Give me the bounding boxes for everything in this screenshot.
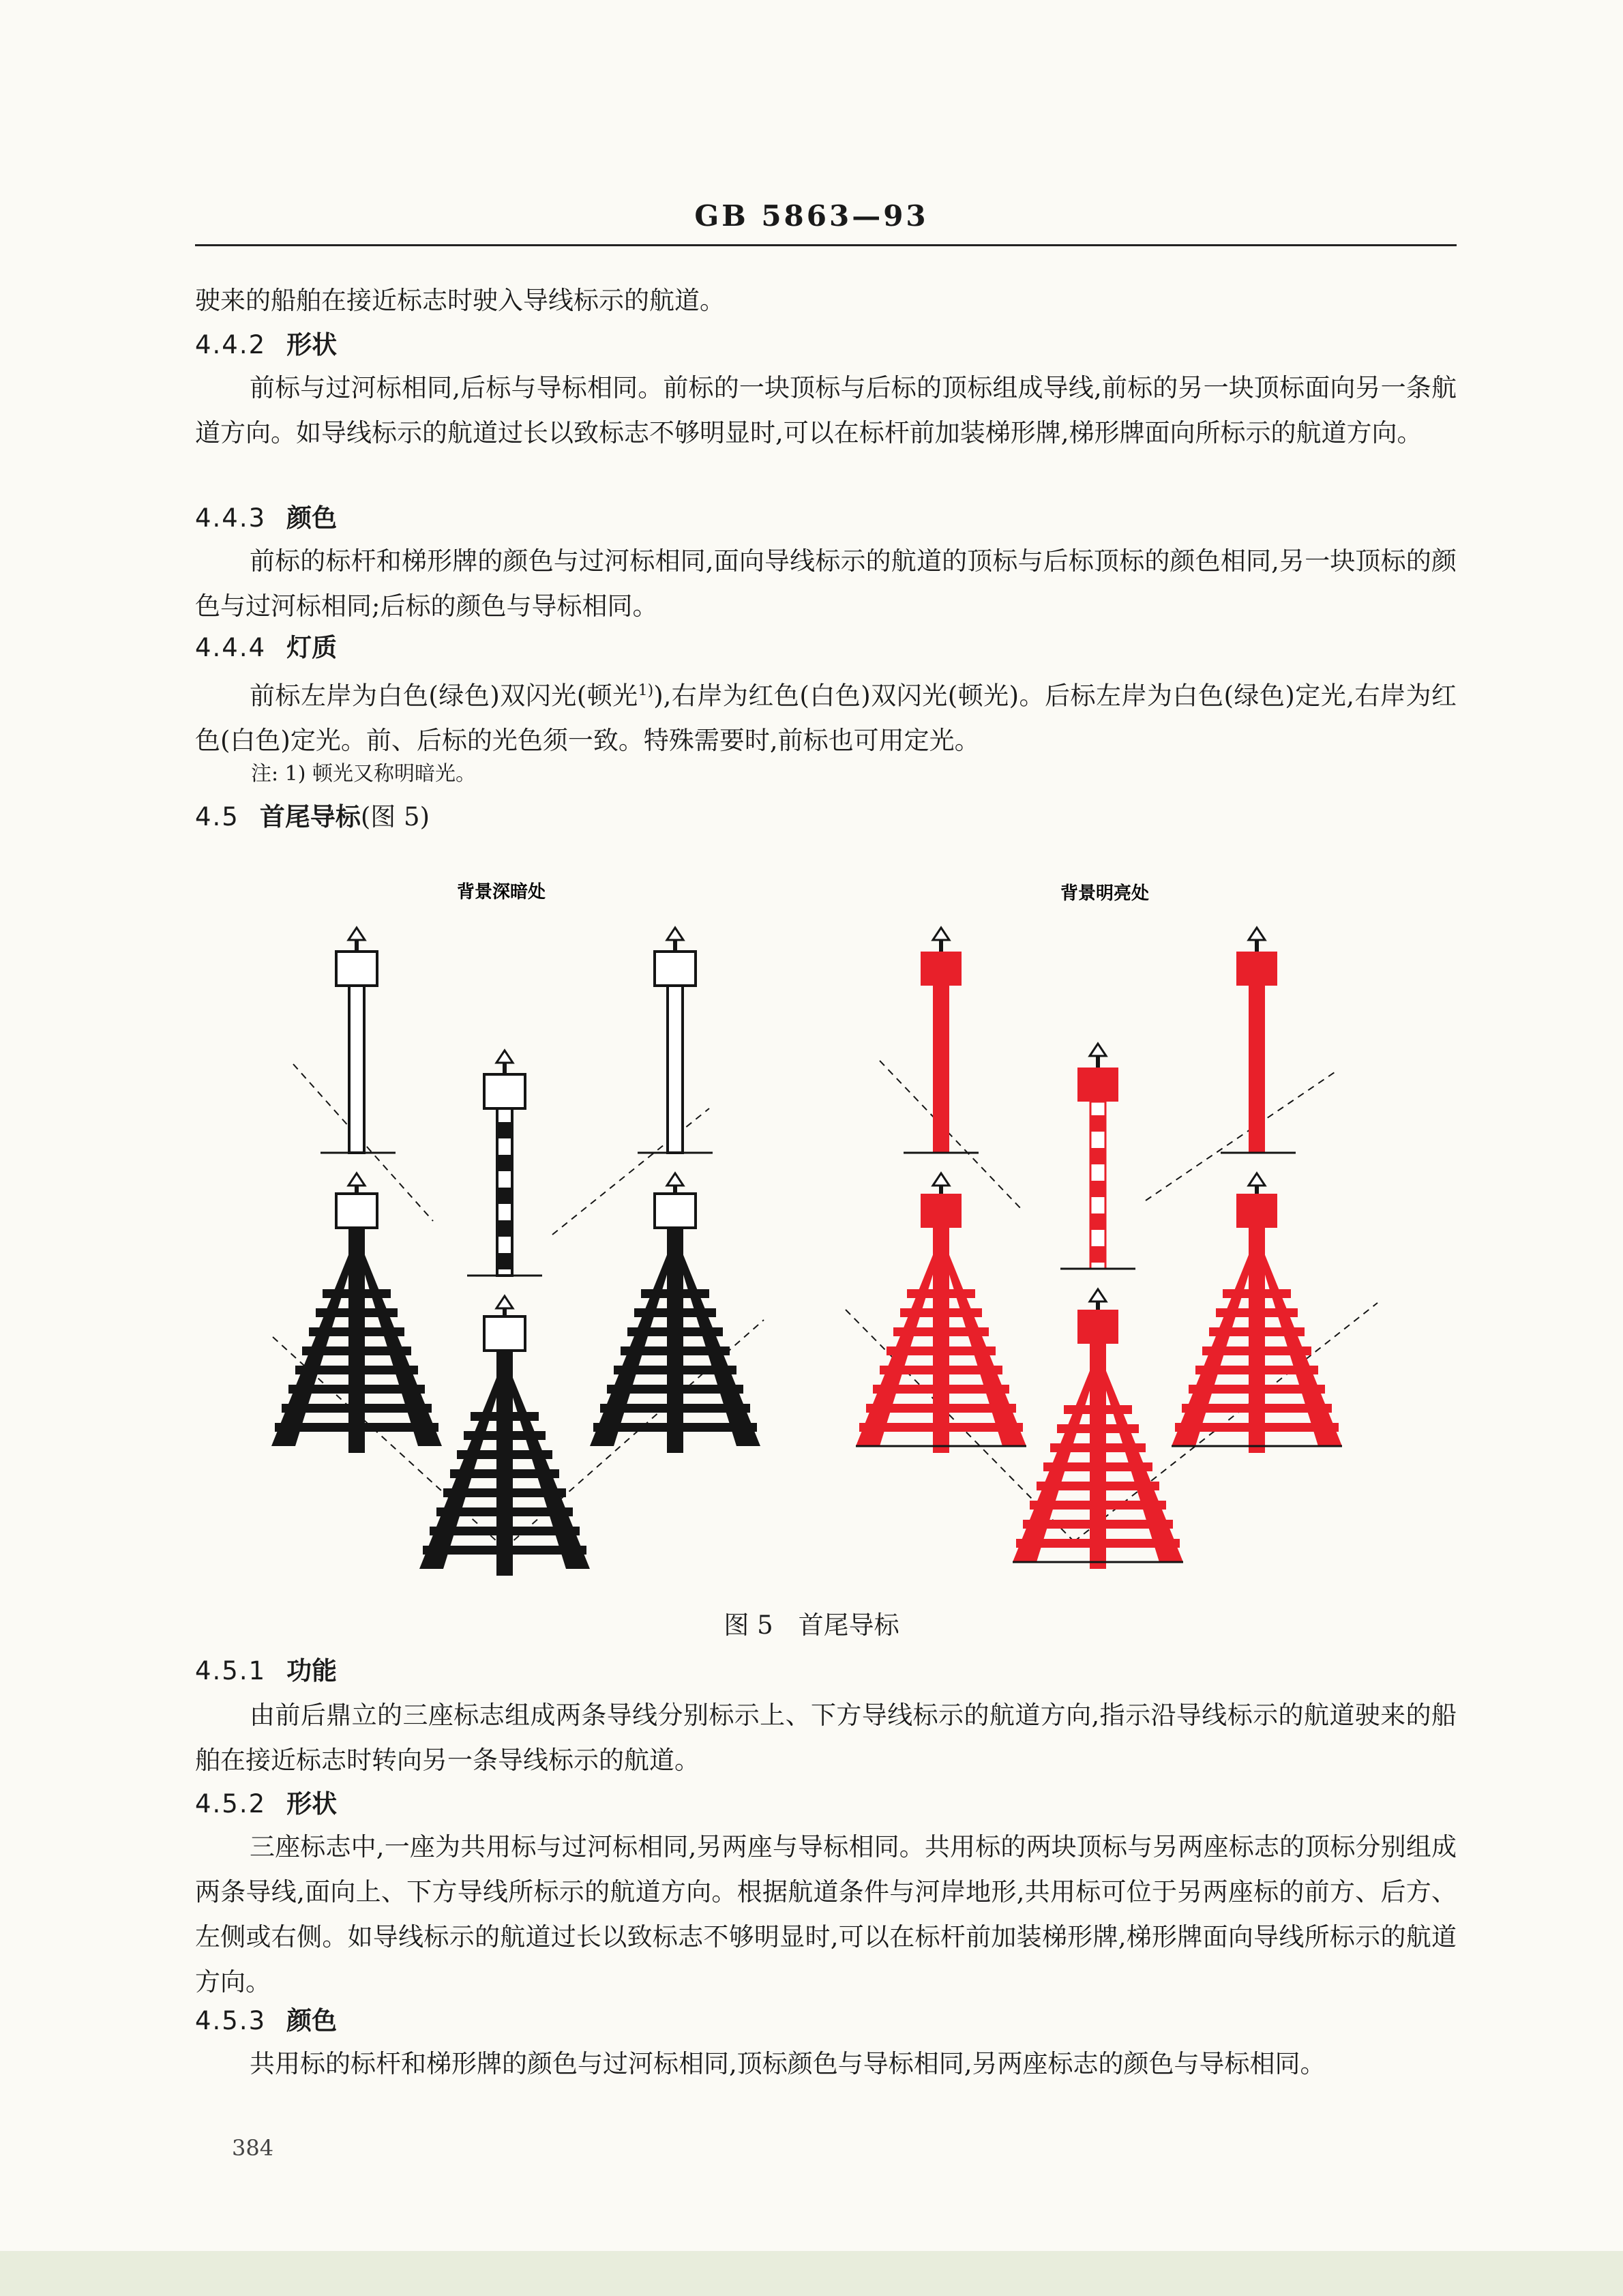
section-number: 4.5 xyxy=(195,802,239,831)
footnote: 注: 1) 顿光又称明暗光。 xyxy=(251,762,476,786)
mark-bright-rear-right xyxy=(1221,928,1296,1153)
section-heading-4-5-3 xyxy=(195,2001,337,2042)
mark-dark-rear-left xyxy=(321,928,396,1153)
label-dark-background: 背景深暗处 xyxy=(457,882,546,902)
scan-edge xyxy=(0,2251,1623,2296)
mark-bright-front-right xyxy=(1172,1173,1342,1453)
section-heading-4-4-2 xyxy=(195,325,337,366)
section-heading-4-4-3 xyxy=(195,498,337,539)
paragraph-4-5-1: 由前后鼎立的三座标志组成两条导线分别标示上、下方导线标示的航道方向,指示沿导线标示的航道驶来的船舶在接近标志时转向另一条导线标示的航道。 xyxy=(195,1701,1457,1775)
section-title: 灯质 xyxy=(286,633,338,662)
figure-reference: (图 5) xyxy=(360,802,430,831)
page-header: GB 5863—93 xyxy=(694,199,929,233)
section-number: 4.4.3 xyxy=(195,503,267,533)
footnote-ref: 1) xyxy=(638,682,654,699)
figure-5-leading-marks xyxy=(232,866,1418,1610)
mark-dark-front-left xyxy=(271,1173,442,1453)
text-run: ),右岸为红色(白色)双闪光(顿光)。后标左岸为白色(绿色)定光,右岸为红色(白色)定光。前、后标的光色须一致。特殊需要时,前标也可用定光。 xyxy=(195,681,1457,756)
section-title: 功能 xyxy=(286,1656,338,1686)
section-number: 4.4.2 xyxy=(195,330,267,359)
paragraph-4-4-4 xyxy=(195,668,1457,763)
section-title: 颜色 xyxy=(286,503,338,533)
mark-bright-front-center xyxy=(1013,1289,1183,1569)
paragraph: 驶来的船舶在接近标志时驶入导线标示的航道。 xyxy=(195,286,725,315)
section-heading-4-5 xyxy=(195,797,430,838)
section-number: 4.5.1 xyxy=(195,1656,267,1686)
mark-bright-common xyxy=(1060,1044,1135,1269)
section-heading-4-4-4 xyxy=(195,628,337,668)
section-title: 形状 xyxy=(286,1789,338,1819)
section-title: 颜色 xyxy=(286,2006,338,2035)
section-title: 首尾导标 xyxy=(259,802,361,831)
mark-dark-rear-right xyxy=(638,928,713,1153)
section-heading-4-5-2 xyxy=(195,1784,337,1825)
section-heading-4-5-1 xyxy=(195,1651,337,1692)
mark-dark-common xyxy=(467,1050,542,1276)
section-number: 4.5.3 xyxy=(195,2006,267,2035)
paragraph-4-4-3: 前标的标杆和梯形牌的颜色与过河标相同,面向导线标示的航道的顶标与后标顶标的颜色相同,另一块顶标的颜色与过河标相同;后标的颜色与导标相同。 xyxy=(195,546,1457,621)
text-run: 前标左岸为白色(绿色)双闪光(顿光 xyxy=(250,681,638,711)
header-rule xyxy=(195,244,1457,246)
mark-dark-front-center xyxy=(419,1296,590,1576)
mark-bright-rear-left xyxy=(904,928,979,1153)
label-bright-background: 背景明亮处 xyxy=(1060,883,1150,904)
paragraph-4-5-2: 三座标志中,一座为共用标与过河标相同,另两座与导标相同。共用标的两块顶标与另两座标志的顶标分别组成两条导线,面向上、下方导线所标示的航道方向。根据航道条件与河岸地形,共用标可位于另两座标的前方、后方、左侧或右侧。如导线标示的航道过长以致标志不够明显时,可以在标杆前加装梯形牌,梯形牌面向导线所标示的航道方向。 xyxy=(195,1832,1457,1997)
mark-bright-front-left xyxy=(856,1173,1026,1453)
section-title: 形状 xyxy=(286,330,338,359)
section-number: 4.5.2 xyxy=(195,1789,267,1819)
page-number: 384 xyxy=(232,2135,274,2161)
paragraph-4-4-2: 前标与过河标相同,后标与导标相同。前标的一块顶标与后标的顶标组成导线,前标的另一块顶标面向另一条航道方向。如导线标示的航道过长以致标志不够明显时,可以在标杆前加装梯形牌,梯形牌面向所标示的航道方向。 xyxy=(195,373,1457,447)
figure-caption: 图 5 首尾导标 xyxy=(724,1610,899,1640)
mark-dark-front-right xyxy=(590,1173,760,1453)
section-number: 4.4.4 xyxy=(195,633,267,662)
paragraph-4-5-3: 共用标的标杆和梯形牌的颜色与过河标相同,顶标颜色与导标相同,另两座标志的颜色与导标相同。 xyxy=(250,2049,1326,2078)
